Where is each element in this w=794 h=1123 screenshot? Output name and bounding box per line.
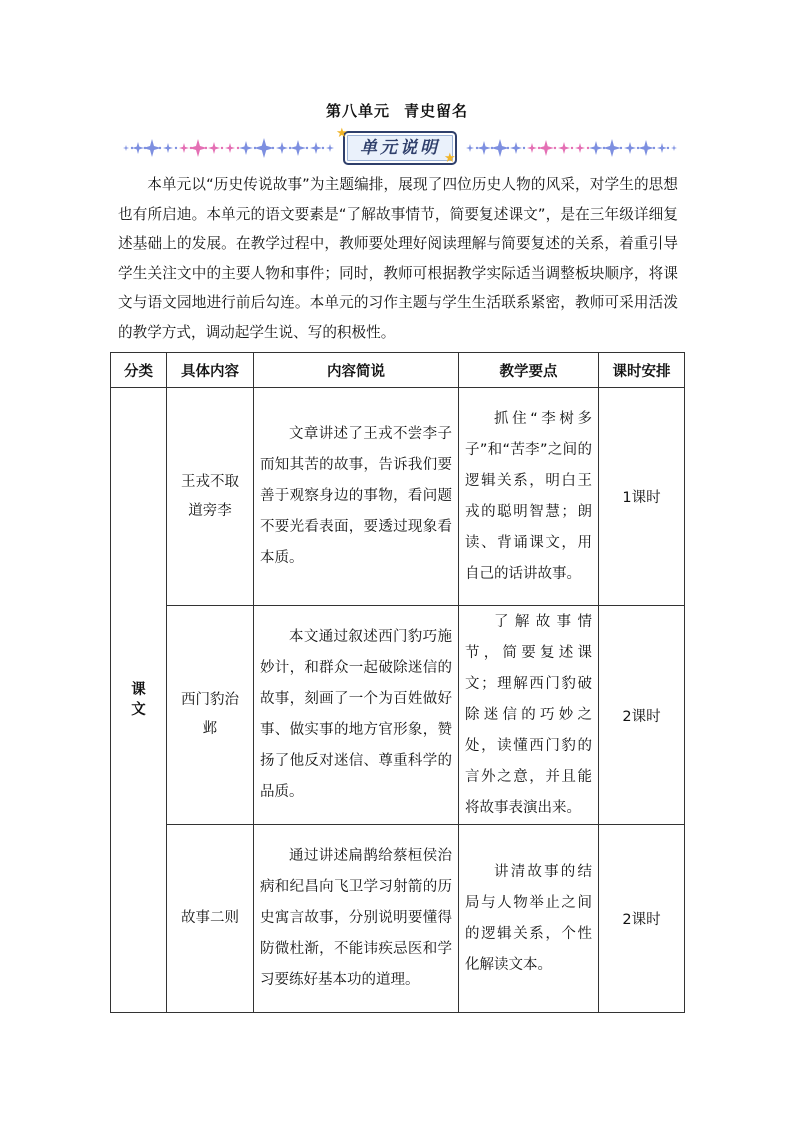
lesson-points: 抓住“李树多子”和“苦李”之间的逻辑关系，明白王戎的聪明智慧；朗读、背诵课文，用自己的话讲故事。 xyxy=(459,388,599,606)
table-row xyxy=(111,388,685,606)
sparkle-icon xyxy=(466,144,474,152)
sparkle-icon xyxy=(491,139,509,157)
banner-badge xyxy=(343,131,457,165)
table-header-row xyxy=(111,353,685,388)
sparkle-icon xyxy=(225,143,235,153)
sparkle-icon xyxy=(163,143,173,153)
dot-icon xyxy=(653,147,655,149)
category-cell xyxy=(111,388,167,1013)
dot-icon xyxy=(507,147,509,149)
header-points: 教学要点 xyxy=(459,353,599,388)
sparkle-icon xyxy=(326,144,334,152)
sparkle-icon xyxy=(589,141,603,155)
sparkle-icon xyxy=(558,142,570,154)
sparkle-icon xyxy=(510,142,522,154)
sparkle-icon xyxy=(527,143,537,153)
sparkle-icon xyxy=(477,141,491,155)
sparkle-icon xyxy=(179,143,189,153)
dot-icon xyxy=(221,147,223,149)
category-label: 课文 xyxy=(131,682,146,718)
lesson-name: 故事二则 xyxy=(167,825,254,1013)
lesson-points: 讲清故事的结局与人物举止之间的逻辑关系，个性化解读文本。 xyxy=(459,825,599,1013)
header-content: 具体内容 xyxy=(167,353,254,388)
sparkle-icon xyxy=(123,145,129,151)
lesson-points: 了解故事情节，简要复述课文；理解西门豹破除迷信的巧妙之处，读懂西门豹的言外之意，并且能将故事表演出来。 xyxy=(459,606,599,825)
sparkle-icon xyxy=(575,143,585,153)
dot-icon xyxy=(144,147,146,149)
dot-icon xyxy=(175,147,177,149)
sparkle-icon xyxy=(638,140,654,156)
sparkle-icon xyxy=(239,141,253,155)
sparkle-icon xyxy=(624,142,636,154)
intro-paragraph: 本单元以“历史传说故事”为主题编排，展现了四位历史人物的风采，对学生的思想也有所启迪。本单元的语文要素是“了解故事情节，简要复述课文”，是在三年级详细复述基础上的发展。在教学过程中，教师要处理好阅读理解与简要复述的关系，着重引导学生关注文中的主要人物和事件；同时，教师可根据教学实际适当调整板块顺序，将课文与语文园地进行前后勾连。本单元的习作主题与学生生活联系紧密，教师可采用活泼的教学方式，调动起学生说、写的积极性。 xyxy=(118,176,678,341)
sparkle-icon xyxy=(603,139,621,157)
dot-icon xyxy=(571,147,573,149)
table-row xyxy=(111,606,685,825)
dot-icon xyxy=(667,147,669,149)
dot-icon xyxy=(131,147,133,149)
star-icon: ★ xyxy=(336,126,348,141)
sparkle-icon xyxy=(132,142,144,154)
dot-icon xyxy=(306,147,308,149)
dot-icon xyxy=(554,147,556,149)
lesson-table xyxy=(110,352,685,1013)
dot-icon xyxy=(603,147,605,149)
sparkle-icon xyxy=(254,138,274,158)
sparkle-icon xyxy=(276,142,288,154)
sparkle-icon xyxy=(208,142,220,154)
dot-icon xyxy=(637,147,639,149)
dot-icon xyxy=(538,147,540,149)
lesson-summary: 文章讲述了王戎不尝李子而知其苦的故事，告诉我们要善于观察身边的事物，看问题不要光看表面，要透过现象看本质。 xyxy=(254,388,459,606)
lesson-hours: 2课时 xyxy=(599,825,685,1013)
header-summary: 内容简说 xyxy=(254,353,459,388)
section-banner xyxy=(118,128,678,168)
lesson-name: 西门豹治邺 xyxy=(167,606,254,825)
sparkle-icon xyxy=(657,143,667,153)
dot-icon xyxy=(289,147,291,149)
unit-number: 第八单元 xyxy=(325,102,390,120)
dot-icon xyxy=(190,147,192,149)
dot-icon xyxy=(523,147,525,149)
dot-icon xyxy=(620,147,622,149)
sparkle-icon xyxy=(671,145,677,151)
page-title xyxy=(0,100,794,121)
dot-icon xyxy=(322,147,324,149)
sparkle-icon xyxy=(310,142,322,154)
dot-icon xyxy=(254,147,256,149)
dot-icon xyxy=(237,147,239,149)
dot-icon xyxy=(476,147,478,149)
star-icon: ★ xyxy=(444,151,456,166)
header-category: 分类 xyxy=(111,353,167,388)
lesson-hours: 2课时 xyxy=(599,606,685,825)
lesson-summary: 本文通过叙述西门豹巧施妙计，和群众一起破除迷信的故事，刻画了一个为百姓做好事、做实事的地方官形象，赞扬了他反对迷信、尊重科学的品质。 xyxy=(254,606,459,825)
dot-icon xyxy=(587,147,589,149)
dot-icon xyxy=(272,147,274,149)
lesson-name: 王戎不取道旁李 xyxy=(167,388,254,606)
sparkle-icon xyxy=(290,140,306,156)
lesson-hours: 1课时 xyxy=(599,388,685,606)
dot-icon xyxy=(491,147,493,149)
table-row xyxy=(111,825,685,1013)
banner-label: 单元说明 xyxy=(360,138,440,158)
dot-icon xyxy=(159,147,161,149)
sparkle-icon xyxy=(538,140,554,156)
lesson-summary: 通过讲述扁鹊给蔡桓侯治病和纪昌向飞卫学习射箭的历史寓言故事，分别说明要懂得防微杜渐，不能讳疾忌医和学习要练好基本功的道理。 xyxy=(254,825,459,1013)
dot-icon xyxy=(205,147,207,149)
header-hours: 课时安排 xyxy=(599,353,685,388)
unit-title: 青史留名 xyxy=(404,102,469,120)
